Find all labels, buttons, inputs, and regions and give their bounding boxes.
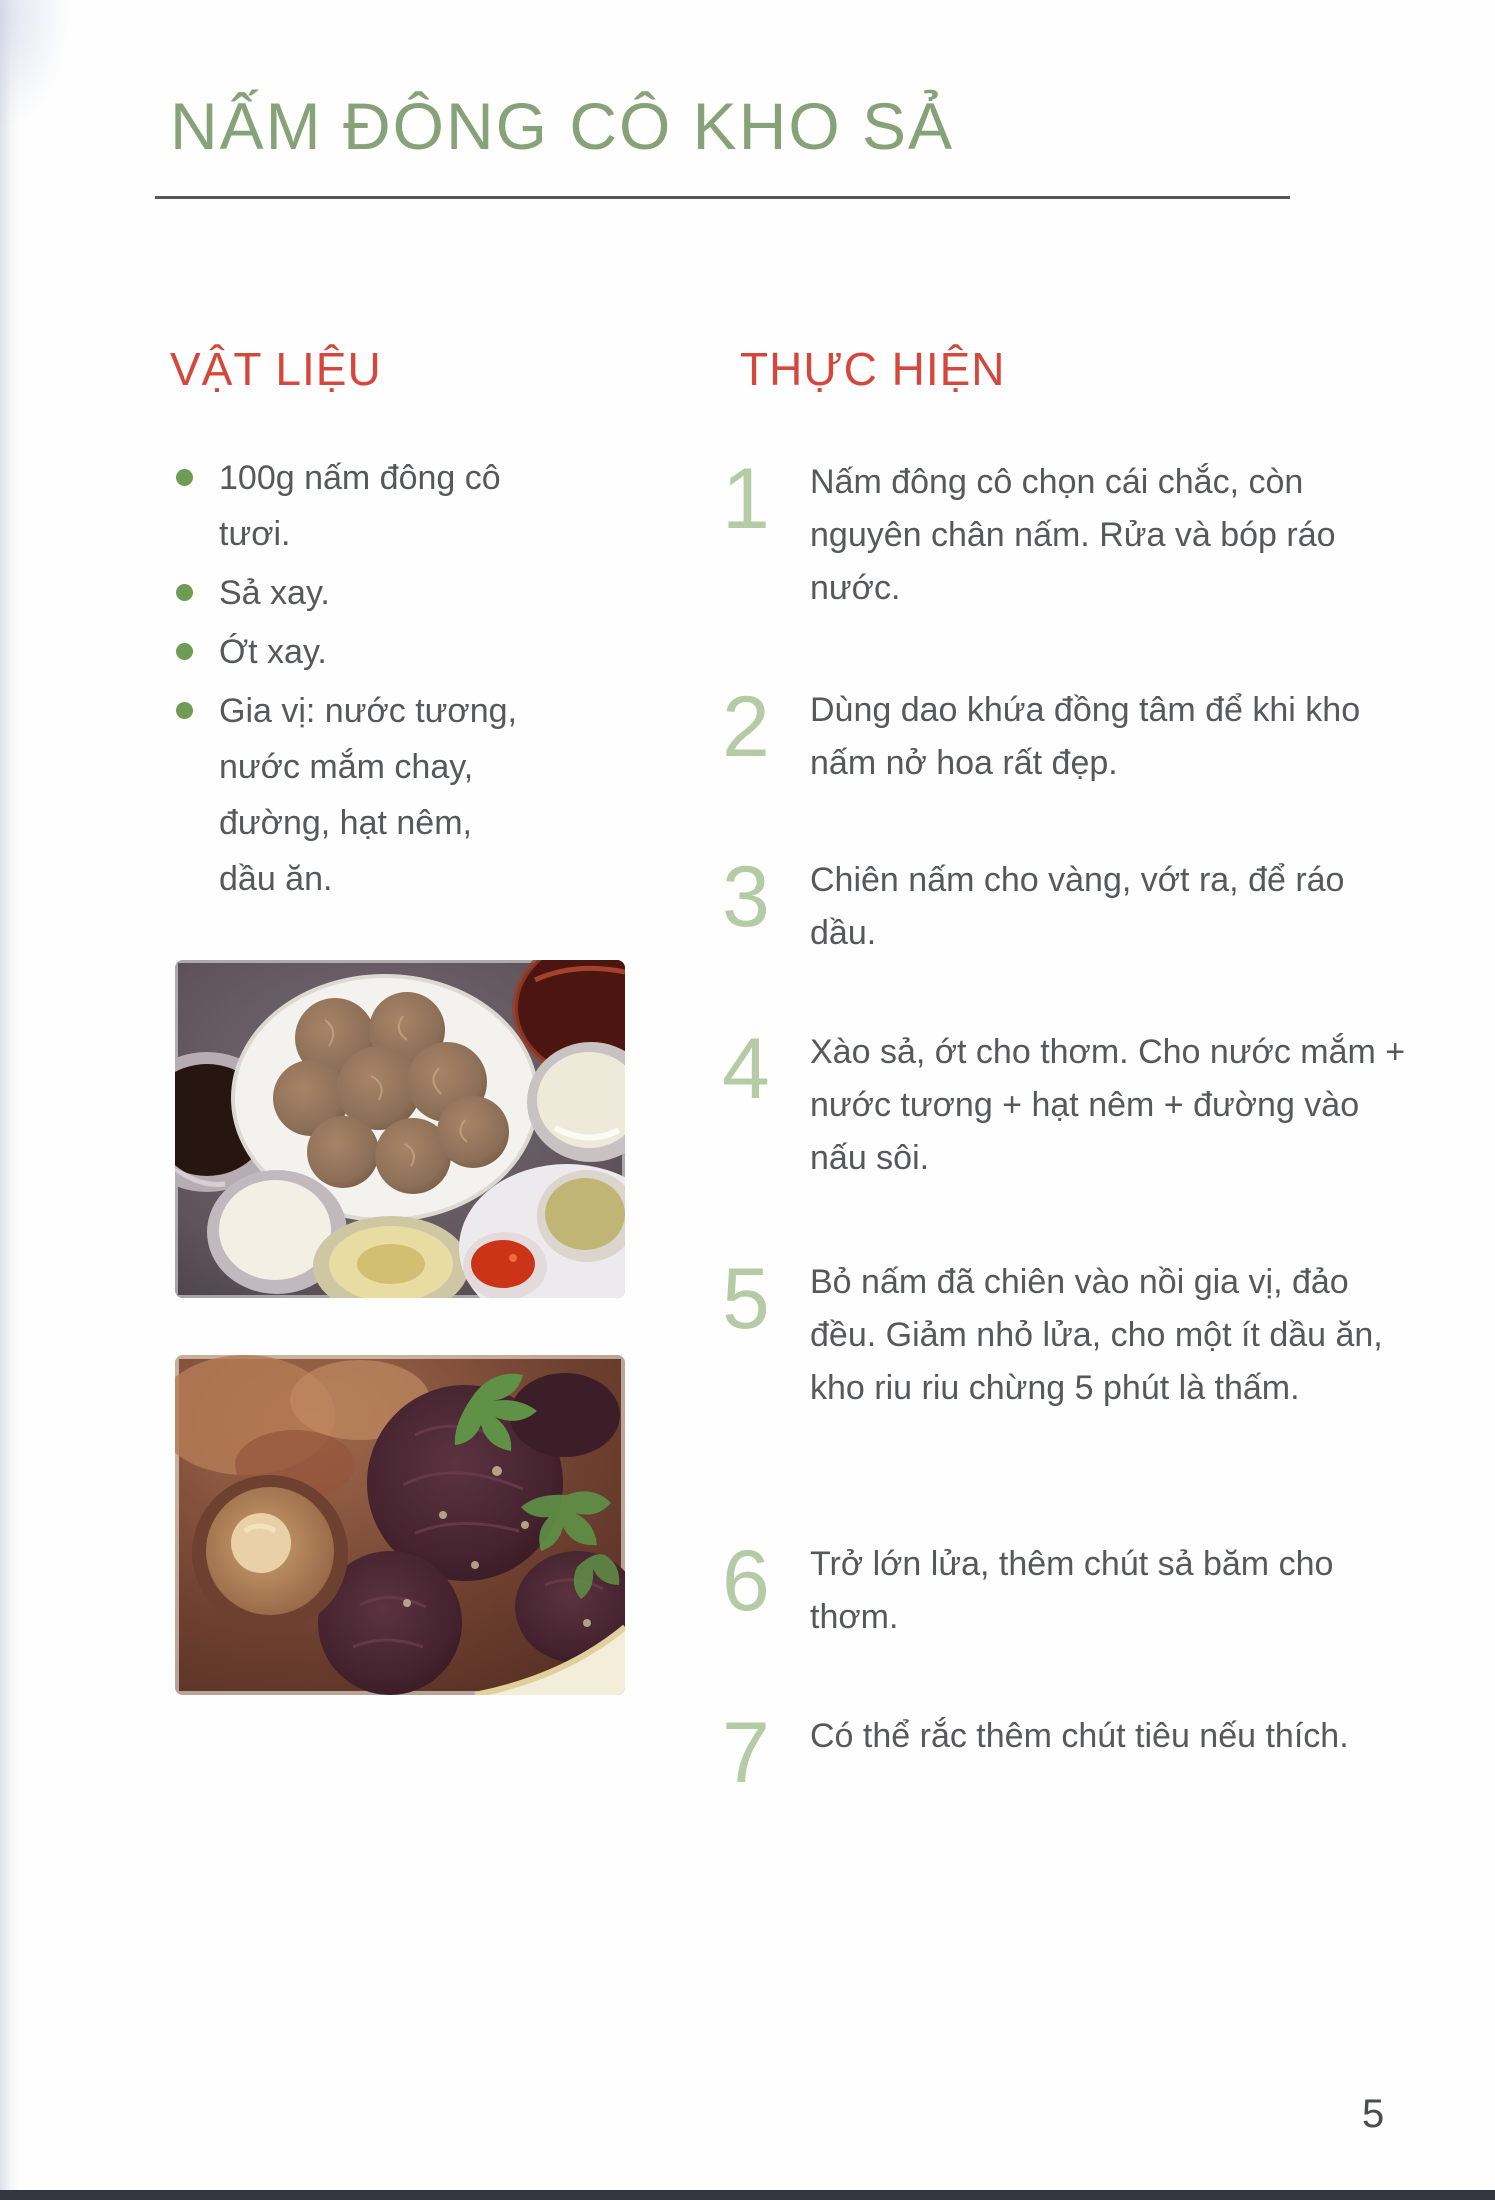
ingredients-photo bbox=[175, 960, 625, 1298]
ingredient-text: 100g nấm đông cô tươi. bbox=[219, 459, 501, 553]
step-row bbox=[722, 849, 1422, 960]
list-item bbox=[172, 450, 532, 562]
scan-smudge-top-left bbox=[0, 0, 70, 130]
step-text: Dùng dao khứa đồng tâm để khi kho nấm nở hoa rất đẹp. bbox=[810, 691, 1361, 782]
step-row bbox=[722, 1705, 1422, 1801]
list-item bbox=[172, 683, 532, 907]
ingredients-list bbox=[172, 450, 532, 910]
step-number: 2 bbox=[722, 679, 770, 775]
step-text: Nấm đông cô chọn cái chắc, còn nguyên chân nấm. Rửa và bóp ráo nước. bbox=[810, 463, 1336, 607]
step-number: 1 bbox=[722, 451, 770, 547]
scan-edge-bottom bbox=[0, 2190, 1495, 2200]
page-number: 5 bbox=[1362, 2092, 1385, 2136]
bullet-icon bbox=[176, 584, 193, 601]
step-row bbox=[722, 1533, 1422, 1644]
step-text: Chiên nấm cho vàng, vớt ra, để ráo dầu. bbox=[810, 861, 1345, 952]
ingredient-text: Gia vị: nước tương, nước mắm chay, đường, hạt nêm, dầu ăn. bbox=[219, 692, 517, 898]
step-text: Có thể rắc thêm chút tiêu nếu thích. bbox=[810, 1717, 1349, 1755]
step-row bbox=[722, 1251, 1422, 1415]
bullet-icon bbox=[176, 702, 193, 719]
step-number: 3 bbox=[722, 849, 770, 945]
step-text: Xào sả, ớt cho thơm. Cho nước mắm + nước tương + hạt nêm + đường vào nấu sôi. bbox=[810, 1033, 1406, 1177]
step-number: 7 bbox=[722, 1705, 770, 1801]
bullet-icon bbox=[176, 469, 193, 486]
step-number: 4 bbox=[722, 1021, 770, 1117]
step-text: Trở lớn lửa, thêm chút sả băm cho thơm. bbox=[810, 1545, 1334, 1636]
bullet-icon bbox=[176, 643, 193, 660]
step-text: Bỏ nấm đã chiên vào nồi gia vị, đảo đều. Giảm nhỏ lửa, cho một ít dầu ăn, kho riu riu chừng 5 phút là thấm. bbox=[810, 1263, 1383, 1407]
step-row bbox=[722, 679, 1422, 790]
steps-heading: THỰC HIỆN bbox=[740, 343, 1006, 395]
list-item bbox=[172, 565, 532, 621]
list-item bbox=[172, 624, 532, 680]
ingredients-heading: VẬT LIỆU bbox=[170, 343, 382, 395]
ingredient-text: Sả xay. bbox=[219, 574, 330, 612]
step-row bbox=[722, 451, 1422, 615]
page-title: NẤM ĐÔNG CÔ KHO SẢ bbox=[170, 89, 955, 163]
step-number: 6 bbox=[722, 1533, 770, 1629]
step-number: 5 bbox=[722, 1251, 770, 1347]
ingredient-text: Ớt xay. bbox=[219, 633, 327, 671]
dish-photo bbox=[175, 1355, 625, 1695]
title-divider bbox=[155, 196, 1290, 199]
scan-edge-left bbox=[0, 0, 20, 2200]
step-row bbox=[722, 1021, 1422, 1185]
